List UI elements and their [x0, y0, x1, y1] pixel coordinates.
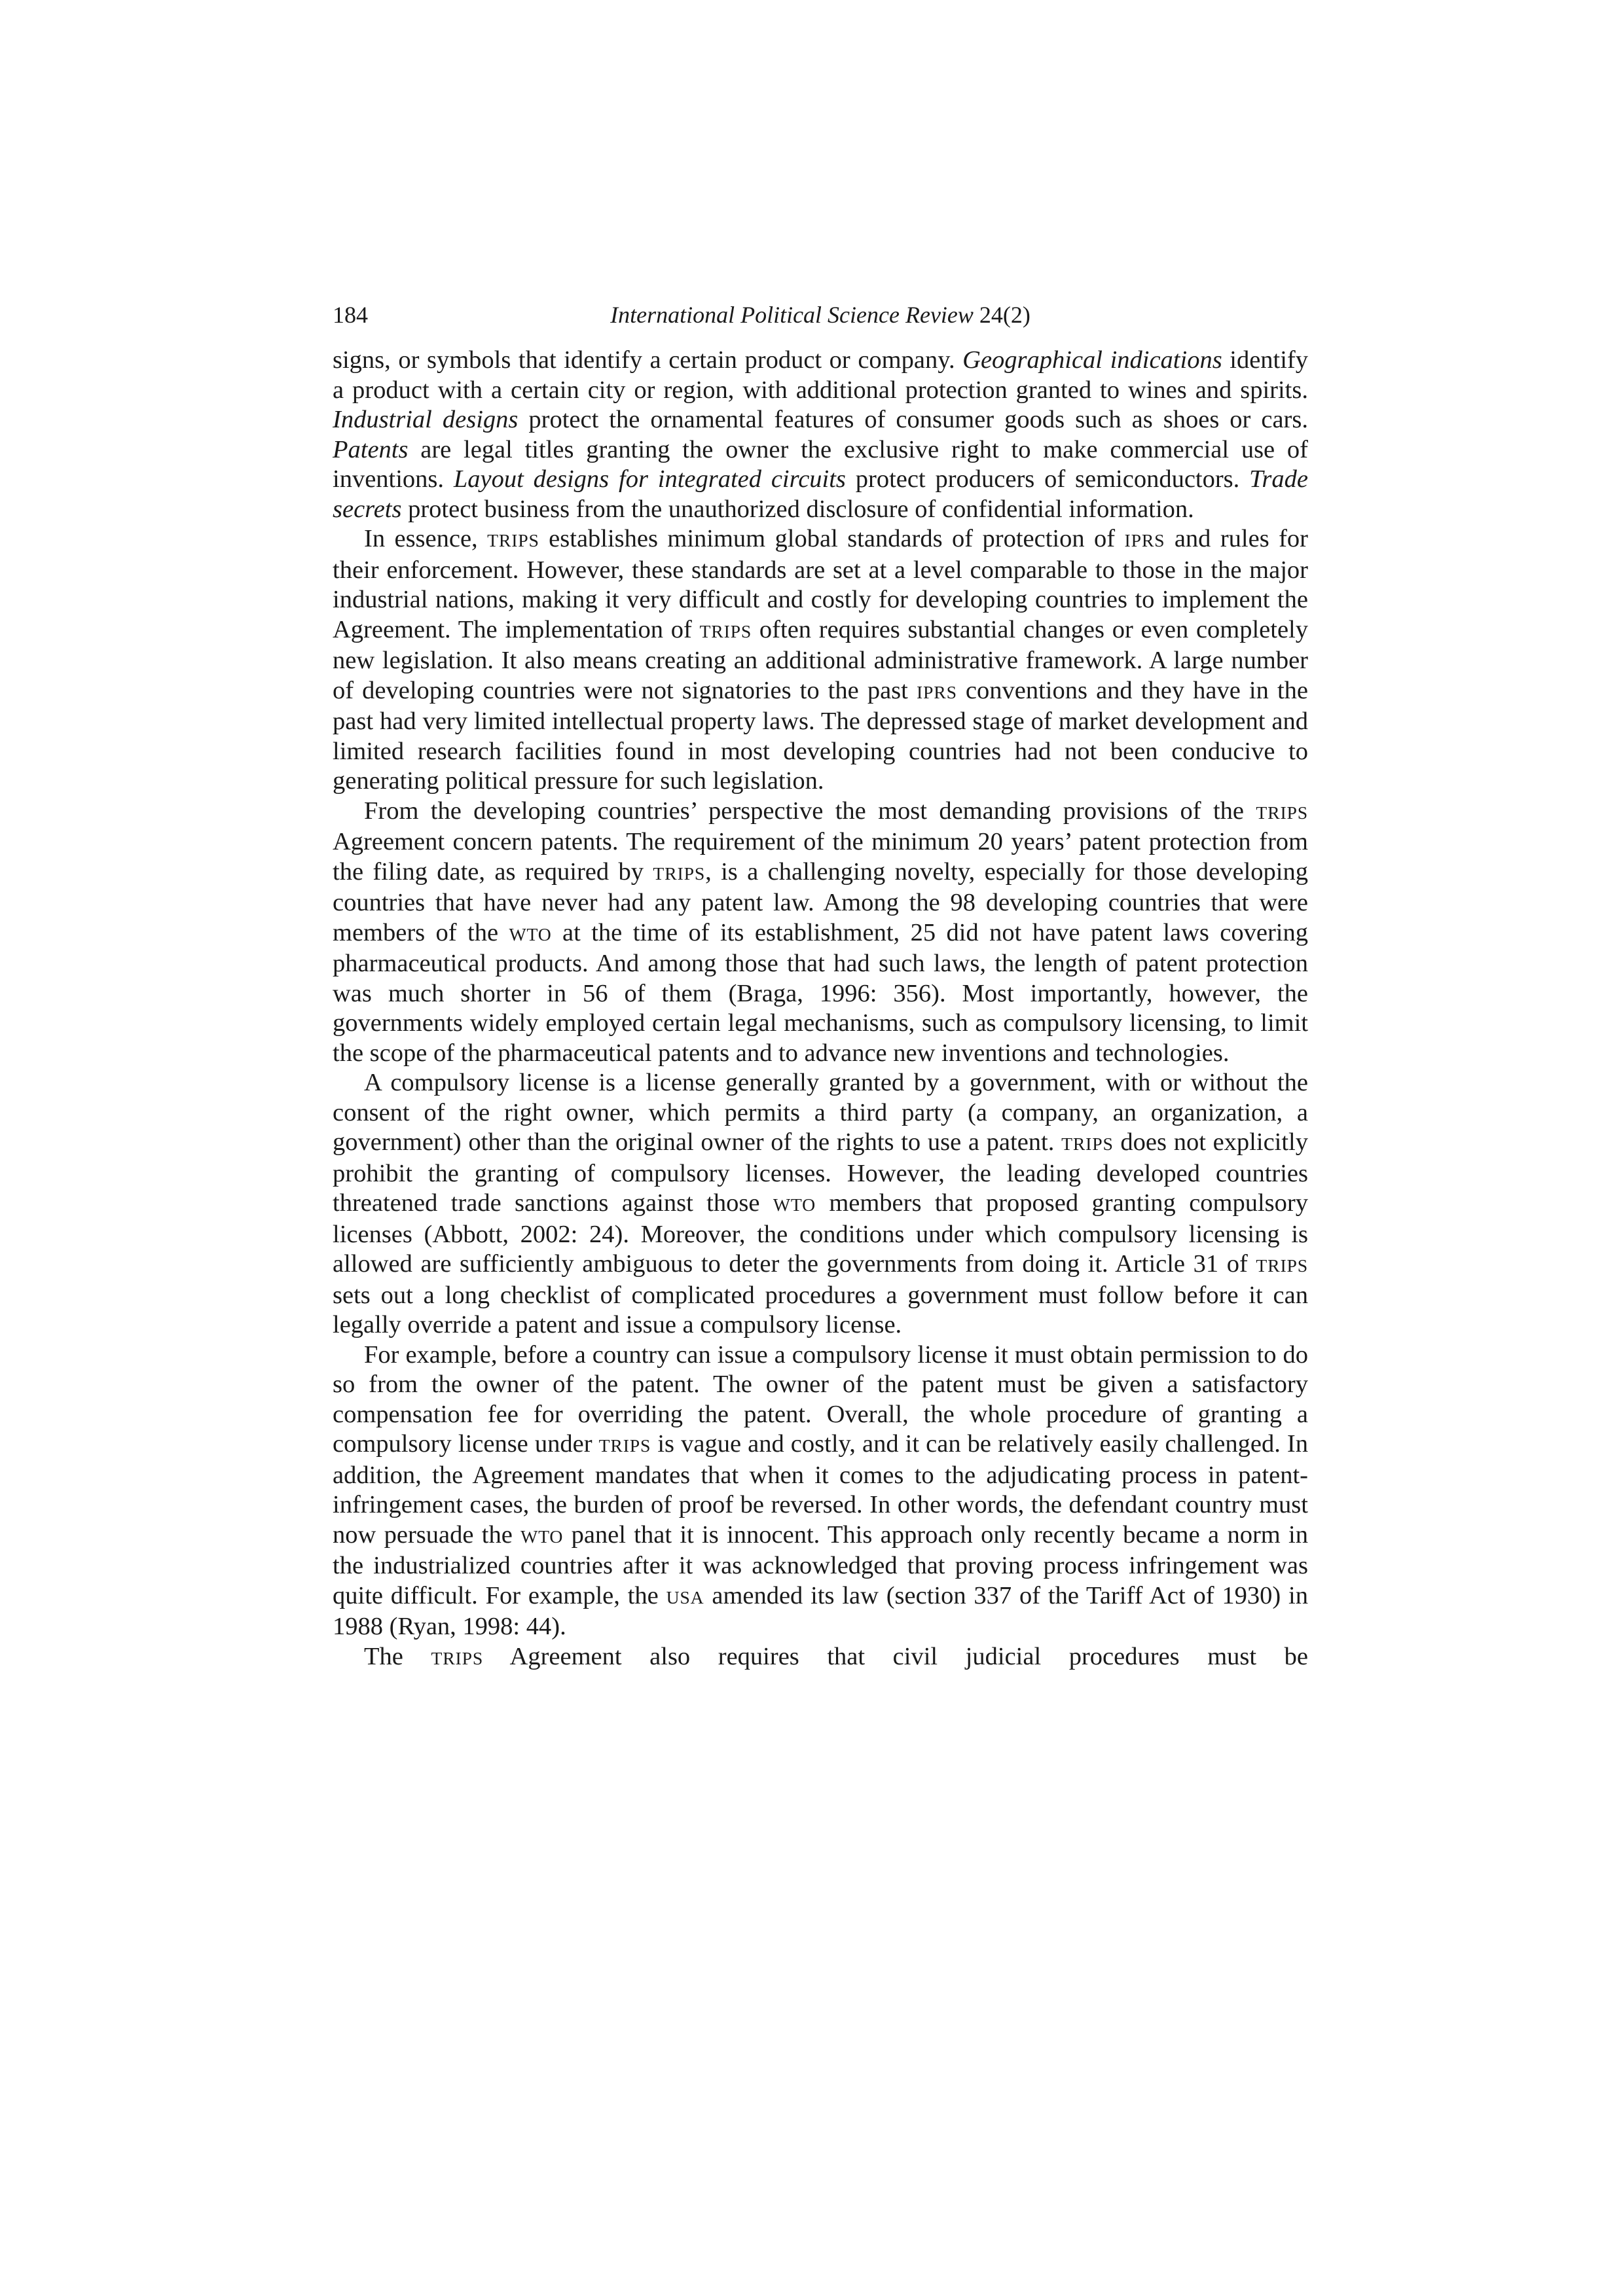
text-run: amended its law (section 337 of the Tariff Act of 1930) in 1988 (Ryan, 1998: 44). — [333, 1581, 1308, 1640]
acronym: USA — [666, 1587, 704, 1607]
body-text — [333, 346, 1308, 1673]
text-run: establishes minimum global standards of protection of — [539, 525, 1125, 552]
italic-term: Geographical indications — [962, 346, 1222, 374]
acronym: TRIPS — [1256, 802, 1308, 823]
text-run: is vague and costly, and it can be relatively easily challenged. In addition, the Agreement mandates that when it comes to the adjudicating process in patent-infringement cases, the burden of proof be reversed. In other words, the defendant country must now persuade the — [333, 1430, 1308, 1549]
italic-term: Industrial designs — [333, 406, 519, 433]
text-run: , is a challenging novelty, especially for those developing countries that have never had any patent law. Among the 98 developing countries that were members of the — [333, 857, 1308, 946]
text-run: often requires substantial changes or even completely new legislation. It also means creating an additional administrative framework. A large number of developing countries were not signatories to the past — [333, 615, 1308, 704]
running-head — [333, 298, 1308, 332]
volume-issue: 24(2) — [979, 302, 1030, 328]
journal-title: International Political Science Review — [610, 302, 974, 328]
paragraph — [333, 1340, 1308, 1642]
italic-term: Layout designs for integrated circuits — [453, 465, 846, 493]
text-run: protect the ornamental features of consumer goods such as shoes or cars. — [518, 406, 1308, 433]
paragraph — [333, 346, 1308, 524]
acronym: TRIPS — [431, 1647, 484, 1668]
text-run: sets out a long checklist of complicated procedures a government must follow before it can legally override a patent and issue a compulsory license. — [333, 1281, 1308, 1338]
text-run: The — [364, 1642, 431, 1670]
acronym: WTO — [509, 924, 552, 944]
acronym: IPRS — [1124, 530, 1165, 550]
page — [333, 298, 1308, 1673]
text-run: For example, before a country can issue a compulsory license it must obtain permission to do so from the owner of the patent. The owner of the patent must be given a satisfactory compensation fee for overriding the patent. Overall, the whole procedure of granting a compulsory license under — [333, 1340, 1308, 1458]
text-run: From the developing countries’ perspective the most demanding provisions of the — [364, 797, 1256, 825]
italic-term: Trade secrets — [333, 465, 1308, 523]
paragraph — [333, 524, 1308, 797]
acronym: TRIPS — [1256, 1255, 1308, 1276]
italic-term: Patents — [333, 435, 409, 463]
paragraph — [333, 797, 1308, 1069]
text-run: panel that it is innocent. This approach only recently became a norm in the industrialized countries after it was acknowledged that proving process infringement was quite difficult. For example, the — [333, 1520, 1308, 1609]
acronym: TRIPS — [699, 620, 752, 641]
text-run: Agreement concern patents. The requirement of the minimum 20 years’ patent protection from the filing date, as required by — [333, 828, 1308, 886]
text-run: protect producers of semiconductors. — [845, 465, 1250, 493]
text-run: are legal titles granting the owner the exclusive right to make commercial use of inventions. — [333, 435, 1308, 493]
acronym: TRIPS — [1061, 1134, 1114, 1154]
text-run: at the time of its establishment, 25 did not have patent laws covering pharmaceutical products. And among those that had such laws, the length of patent protection was much shorter in 56 of them (Braga, 1996: 356). Most importantly, however, the governments widely employed certain legal mechanisms, such as compulsory licensing, to limit the scope of the pharmaceutical patents and to advance new inventions and technologies. — [333, 918, 1309, 1067]
text-run: Agreement also requires that civil judicial procedures must be — [483, 1642, 1308, 1670]
acronym: WTO — [773, 1194, 816, 1215]
text-run: identify a product with a certain city or region, with additional protection granted to wines and spirits. — [333, 346, 1309, 404]
text-run: conventions and they have in the past had very limited intellectual property laws. The depressed stage of market development and limited research facilities found in most developing countries had not been conducive to generating political pressure for such legislation. — [333, 676, 1308, 795]
text-run: protect business from the unauthorized disclosure of confidential information. — [401, 495, 1194, 523]
page-number: 184 — [333, 302, 368, 328]
acronym: TRIPS — [598, 1435, 651, 1456]
acronym: IPRS — [916, 681, 957, 702]
acronym: TRIPS — [487, 530, 539, 550]
text-run: signs, or symbols that identify a certain product or company. — [333, 346, 963, 374]
text-run: A compulsory license is a license generally granted by a government, with or without the consent of the right owner, which permits a third party (a company, an organization, a government) other than the original owner of the rights to use a patent. — [333, 1069, 1308, 1156]
text-run: In essence, — [364, 525, 488, 552]
text-run: members that proposed granting compulsory licenses (Abbott, 2002: 24). Moreover, the conditions under which compulsory licensing is allowed are sufficiently ambiguous to deter the governments from doing it. Article 31 of — [333, 1189, 1308, 1278]
acronym: TRIPS — [653, 863, 706, 884]
text-run: and rules for their enforcement. However, these standards are set at a level comparable to those in the major industrial nations, making it very difficult and costly for developing countries to implement the Agreement. The implementation of — [333, 525, 1309, 643]
acronym: WTO — [520, 1526, 564, 1547]
paragraph — [333, 1642, 1308, 1674]
journal-citation — [333, 298, 1308, 332]
text-run: does not explicitly prohibit the granting of compulsory licenses. However, the leading developed countries threatened trade sanctions against those — [333, 1128, 1308, 1217]
paragraph — [333, 1068, 1308, 1340]
